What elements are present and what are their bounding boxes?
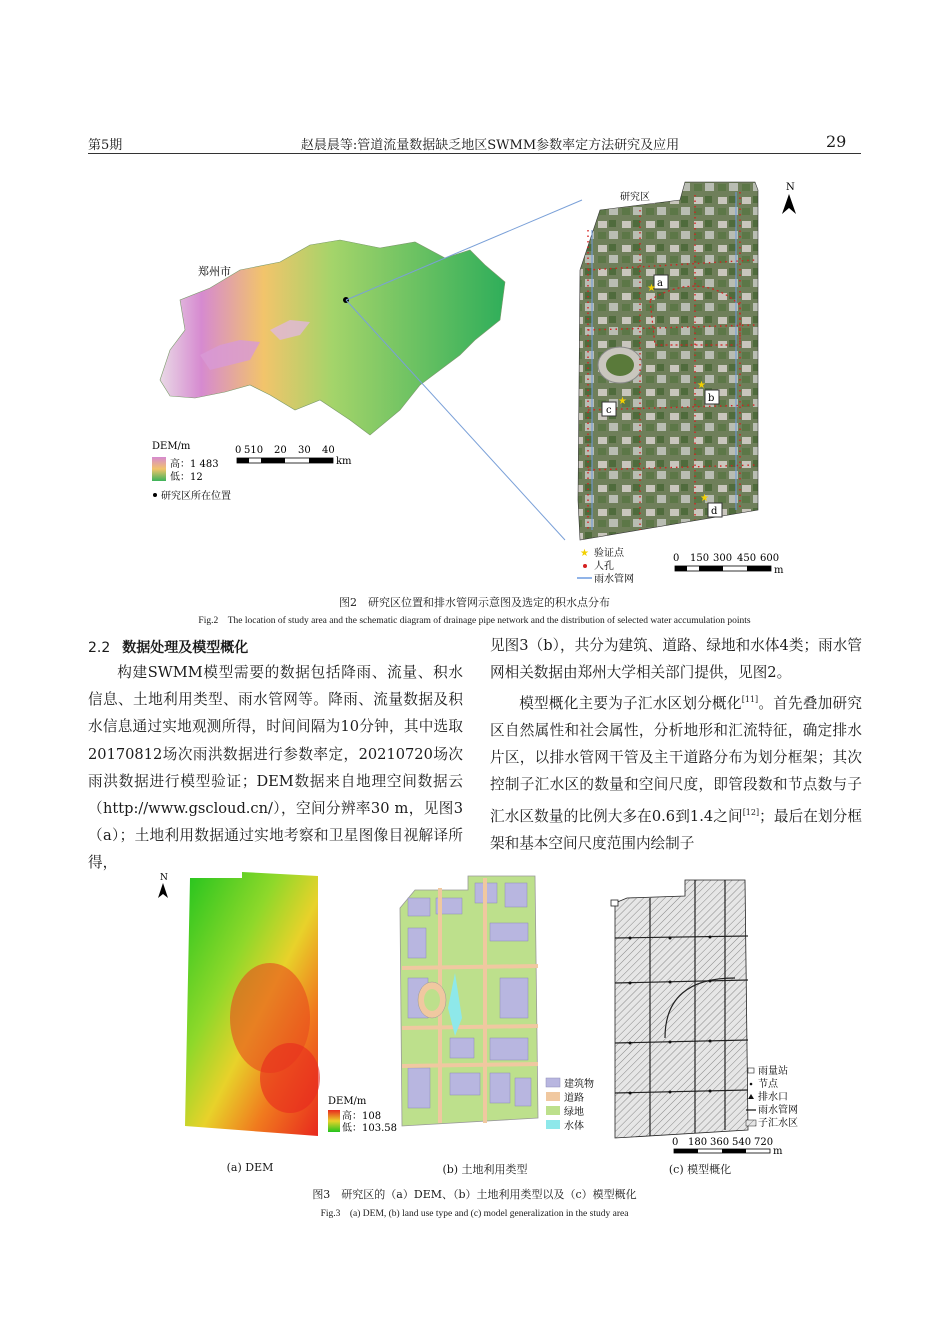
svg-text:高：108: 高：108 bbox=[342, 1111, 382, 1122]
svg-text:40: 40 bbox=[322, 445, 335, 456]
svg-text:30: 30 bbox=[298, 445, 311, 456]
svg-text:d: d bbox=[711, 506, 718, 517]
fig3-sub-b-label: (b) 土地利用类型 bbox=[442, 1163, 528, 1176]
figure-3-caption-cn: 图3 研究区的（a）DEM、（b）土地利用类型以及（c）模型概化 bbox=[312, 1188, 637, 1201]
dem-high-label: 高：1 483 bbox=[170, 459, 219, 470]
study-area-label: 研究区 bbox=[620, 192, 650, 203]
figure-2-caption-cn: 图2 研究区位置和排水管网示意图及选定的积水点分布 bbox=[339, 596, 610, 609]
figure-3-caption-en: Fig.3 (a) DEM, (b) land use type and (c) model generalization in the study area bbox=[320, 1209, 629, 1219]
svg-text:绿地: 绿地 bbox=[564, 1107, 584, 1118]
fig3-north-arrow-icon bbox=[158, 883, 168, 898]
svg-text:子汇水区: 子汇水区 bbox=[758, 1118, 798, 1129]
svg-text:水体: 水体 bbox=[564, 1121, 584, 1132]
dem-legend-ramp bbox=[152, 457, 166, 481]
rain-gauge-icon bbox=[611, 900, 618, 906]
svg-text:km: km bbox=[336, 456, 352, 467]
svg-text:450: 450 bbox=[737, 553, 757, 564]
fig3-north-label: N bbox=[160, 873, 168, 883]
dem-low-label: 低：12 bbox=[170, 472, 203, 483]
svg-text:★: ★ bbox=[697, 380, 706, 391]
svg-text:★: ★ bbox=[580, 548, 589, 559]
svg-text:0: 0 bbox=[672, 1137, 679, 1148]
km-scale-bar bbox=[237, 458, 333, 463]
right-column-paragraph-1: 见图3（b），共分为建筑、道路、绿地和水体4类；雨水管网相关数据由郑州大学相关部门提供，见图2。 bbox=[490, 637, 862, 682]
citation-11[interactable]: [11] bbox=[741, 695, 759, 704]
svg-text:低：103.58: 低：103.58 bbox=[342, 1123, 397, 1134]
svg-text:★: ★ bbox=[700, 493, 709, 504]
svg-text:m: m bbox=[774, 565, 784, 576]
svg-text:验证点: 验证点 bbox=[594, 548, 624, 559]
location-legend-label: 研究区所在位置 bbox=[161, 491, 231, 502]
landuse-legend bbox=[546, 1077, 594, 1132]
svg-text:雨水管网: 雨水管网 bbox=[758, 1105, 798, 1116]
page-number: 29 bbox=[826, 132, 847, 151]
svg-text:人孔: 人孔 bbox=[594, 561, 614, 572]
svg-text:排水口: 排水口 bbox=[758, 1092, 788, 1103]
left-column-paragraph: 构建SWMM模型需要的数据包括降雨、流量、积水信息、土地利用类型、雨水管网等。降雨、流量数据及积水信息通过实地观测所得，时间间隔为10分钟，其中选取20170812场次雨洪数据进行参数率定，20210720场次雨洪数据进行模型验证；DEM数据来自地理空间数据云（http://www.gscloud.cn/），空间分辨率30 m，见图3（a）；土地利用数据通过实地考察和卫星图像目视解译所得， bbox=[88, 664, 463, 872]
section-heading bbox=[88, 637, 248, 657]
figure-2-graphic bbox=[140, 170, 820, 590]
svg-text:0: 0 bbox=[673, 553, 680, 564]
svg-text:150: 150 bbox=[690, 553, 710, 564]
svg-text:300: 300 bbox=[713, 553, 733, 564]
svg-text:c: c bbox=[606, 405, 612, 416]
section-title: 数据处理及模型概化 bbox=[122, 640, 249, 656]
fig3-sub-c-label: (c) 模型概化 bbox=[668, 1163, 732, 1176]
figure-3 bbox=[150, 868, 810, 1164]
issue-number: 第5期 bbox=[88, 138, 123, 153]
city-label: 郑州市 bbox=[198, 265, 231, 278]
svg-text:m: m bbox=[773, 1146, 783, 1157]
fig3-scale-bar bbox=[674, 1149, 770, 1153]
svg-text:道路: 道路 bbox=[564, 1093, 584, 1104]
model-map bbox=[615, 880, 748, 1138]
svg-text:DEM/m: DEM/m bbox=[328, 1096, 367, 1107]
dem-legend-title: DEM/m bbox=[152, 441, 191, 452]
svg-text:b: b bbox=[708, 393, 715, 404]
citation-12[interactable]: [12] bbox=[742, 807, 760, 817]
svg-text:180: 180 bbox=[688, 1137, 708, 1148]
svg-text:510: 510 bbox=[244, 445, 264, 456]
fig3-sub-a-label: (a) DEM bbox=[226, 1161, 274, 1174]
right-column-paragraph-2: 模型概化主要为子汇水区划分概化[11]。首先叠加研究区自然属性和社会属性，分析地形和汇流特征，确定排水片区，以排水管网干管及主干道路分布为划分框架；其次控制子汇水区的数量和空间尺度，即管段数和节点数与子汇水区数量的比例大多在0.6到1.4之间[12]；最后在划分框架和基本空间尺度范围内绘制子 bbox=[490, 694, 862, 852]
figure-2-caption-en: Fig.2 The location of study area and the schematic diagram of drainage pipe network and the distribution of selected water accumulation points bbox=[198, 616, 751, 626]
header-rule bbox=[88, 153, 861, 154]
svg-text:★: ★ bbox=[647, 283, 656, 294]
m-scale-bar bbox=[675, 566, 771, 571]
svg-text:720: 720 bbox=[754, 1137, 774, 1148]
svg-text:节点: 节点 bbox=[758, 1079, 778, 1090]
fig3-dem-legend-ramp bbox=[328, 1110, 340, 1132]
svg-text:540: 540 bbox=[732, 1137, 752, 1148]
svg-text:★: ★ bbox=[618, 396, 627, 407]
svg-text:0: 0 bbox=[235, 445, 242, 456]
svg-text:360: 360 bbox=[710, 1137, 730, 1148]
svg-text:雨水管网: 雨水管网 bbox=[594, 574, 634, 585]
section-number: 2.2 bbox=[88, 640, 111, 656]
north-arrow-icon bbox=[782, 194, 796, 214]
model-legend bbox=[746, 1064, 798, 1129]
north-label: N bbox=[786, 182, 795, 193]
running-title: 赵晨晨等:管道流量数据缺乏地区SWMM参数率定方法研究及应用 bbox=[300, 138, 680, 153]
svg-text:建筑物: 建筑物 bbox=[564, 1079, 594, 1090]
svg-text:a: a bbox=[657, 278, 663, 289]
svg-text:600: 600 bbox=[760, 553, 780, 564]
figure-2 bbox=[140, 170, 820, 590]
svg-text:20: 20 bbox=[274, 445, 287, 456]
svg-text:雨量站: 雨量站 bbox=[758, 1066, 788, 1077]
figure-3-graphic bbox=[150, 868, 810, 1164]
